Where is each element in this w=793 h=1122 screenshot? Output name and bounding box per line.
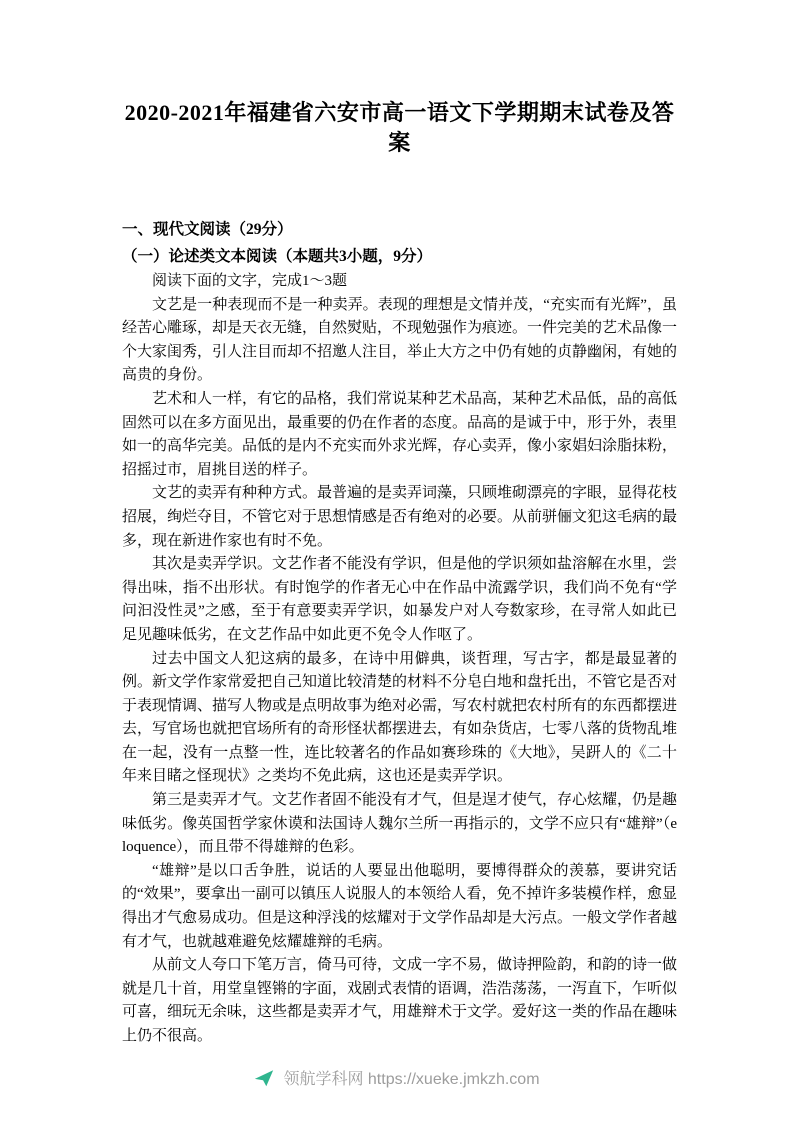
paragraph: “雄辩”是以口舌争胜，说话的人要显出他聪明，要博得群众的羡慕，要讲究话的“效果”，要拿出一副可以镇压人说服人的本领给人看，免不掉许多装模作样，愈显得出才气愈易成功。但是这种浮浅的炫耀对于文学作品却是大污点。一般文学作者越有才气，也就越难避免炫耀雄辩的毛病。 (122, 862, 678, 950)
page-title: 2020-2021年福建省六安市高一语文下学期期末试卷及答案 (124, 100, 675, 155)
watermark (0, 1066, 793, 1089)
paragraph: 文艺的卖弄有种种方式。最普遍的是卖弄词藻，只顾堆砌漂亮的字眼，显得花枝招展，绚烂夺目，不管它对于思想情感是否有绝对的必要。从前骈俪文犯这毛病的最多，现在新进作家也有时不免。 (122, 485, 678, 549)
watermark-text: 领航学科网 https://xueke.jmkzh.com (283, 1071, 540, 1088)
reading-instruction: 阅读下面的文字，完成1～3题 (152, 273, 348, 289)
section-heading: 一、现代文阅读（29分） (122, 221, 293, 238)
paragraph: 第三是卖弄才气。文艺作者固不能没有才气，但是逞才使气，存心炫耀，仍是趣味低劣。像英国哲学家休谟和法国诗人魏尔兰所一再指示的，文学不应只有“雄辩”（eloquence），而且带不得雄辩的色彩。 (122, 792, 678, 856)
watermark-logo-icon (253, 1067, 275, 1089)
paragraph: 从前文人夸口下笔万言，倚马可待，文成一字不易，做诗押险韵，和韵的诗一做就是几十首，用堂皇铿锵的字面，戏剧式表情的语调，浩浩荡荡，一泻直下，乍听似可喜，细玩无余味，这些都是卖弄才气，用雄辩术于文学。爱好这一类的作品在趣味上仍不很高。 (122, 957, 678, 1044)
paragraph: 文艺是一种表现而不是一种卖弄。表现的理想是文情并茂，“充实而有光辉”，虽经苦心雕琢，却是天衣无缝，自然熨贴，不现勉强作为痕迹。一件完美的艺术品像一个大家闺秀，引人注目而却不招邀人注目，举止大方之中仍有她的贞静幽闲，有她的高贵的身份。 (122, 296, 678, 384)
paragraph: 艺术和人一样，有它的品格，我们常说某种艺术品高，某种艺术品低，品的高低固然可以在多方面见出，最重要的仍在作者的态度。品高的是诚于中，形于外，表里如一的高华完美。品低的是内不充实而外求光辉，存心卖弄，像小家娼妇涂脂抹粉，招摇过市，眉挑目送的样子。 (122, 390, 678, 478)
subsection-heading: （一）论述类文本阅读（本题共3小题，9分） (122, 248, 433, 265)
paragraph: 其次是卖弄学识。文艺作者不能没有学识，但是他的学识须如盐溶解在水里，尝得出味，指不出形状。有时饱学的作者无心中在作品中流露学识，我们尚不免有“学问汩没性灵”之感，至于有意要卖弄学识，如暴发户对人夸数家珍，在寻常人如此已足见趣味低劣，在文艺作品中如此更不免令人作呕了。 (122, 556, 678, 643)
paragraph: 过去中国文人犯这病的最多，在诗中用僻典，谈哲理，写古字，都是最显著的例。新文学作家常爱把自己知道比较清楚的材料不分皂白地和盘托出，不管它是否对于表现情调、描写人物或是点明故事为绝对必需，写农村就把农村所有的东西都摆进去，写官场也就把官场所有的奇形怪状都摆进去，有如杂货店，七零八落的货物乱堆在一起，没有一点整一性，连比较著名的作品如赛珍珠的《大地》，吴趼人的《二十年来目睹之怪现状》之类均不免此病，这也还是卖弄学识。 (122, 650, 678, 785)
